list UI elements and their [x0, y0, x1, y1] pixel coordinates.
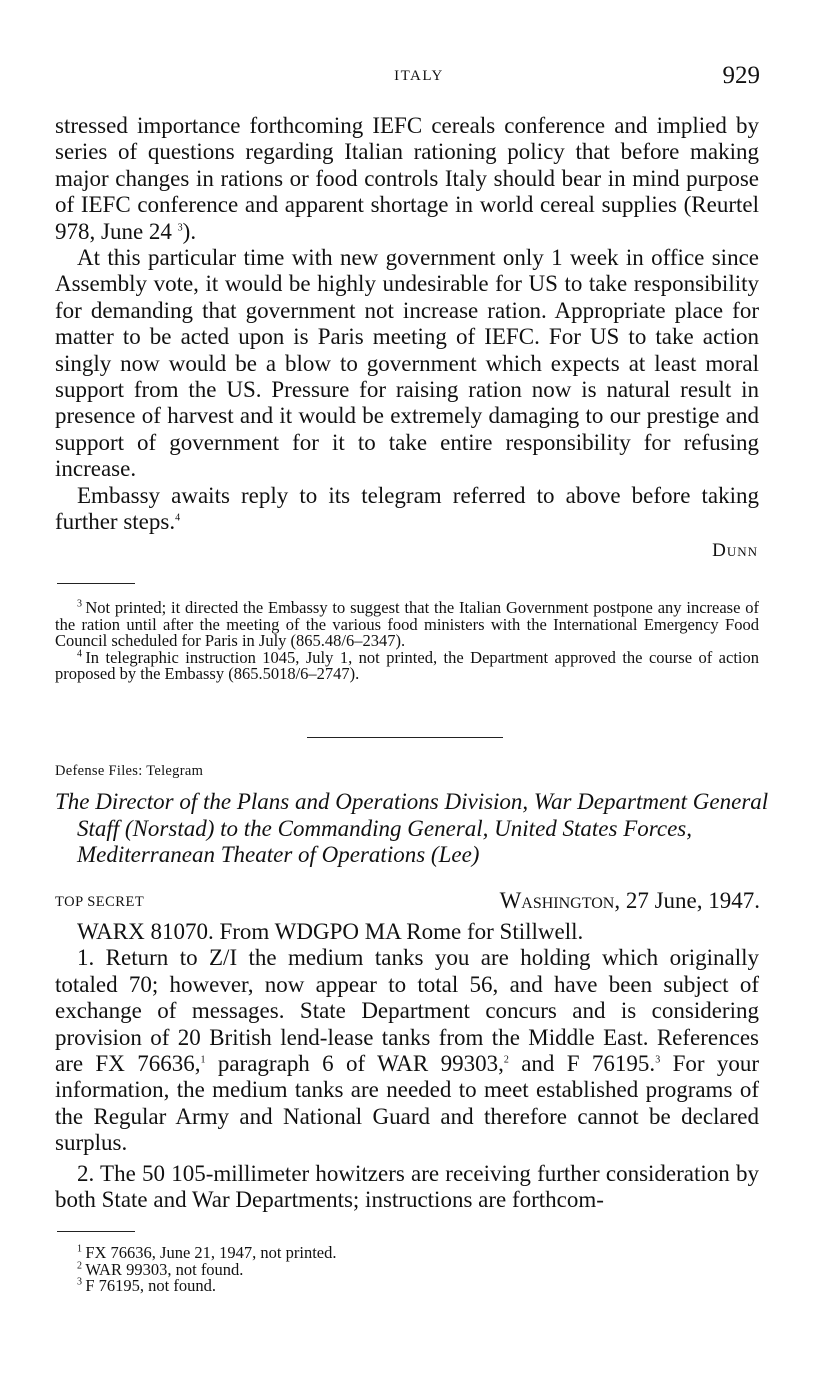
footnote-4: $^4$ In telegraphic instruction 1045, July 1, not printed, the Department approved the course of action proposed by the Embassy (865.5018/6–2747). — [55, 647, 759, 684]
dateline-date: 27 June, 1947. — [625, 888, 760, 913]
dateline-place: Washington, — [499, 888, 621, 913]
source-line: Defense Files: Telegram — [55, 763, 204, 779]
signature: Dunn — [712, 540, 758, 561]
footnotes-bottom — [55, 1245, 759, 1295]
classification: TOP SECRET — [55, 894, 145, 910]
telegram-paragraph-2: 2. The 50 105-millimeter howitzers are receiving further consideration by both State and War Departments; instructions are forthcom- — [55, 1160, 759, 1213]
section-separator — [307, 737, 503, 738]
footnote-1: $^1$ FX 76636, June 21, 1947, not printed. — [77, 1243, 337, 1262]
footnotes-top — [55, 600, 759, 683]
dateline — [500, 888, 760, 914]
footnote-3: $^3$ Not printed; it directed the Embassy to suggest that the Italian Government postpone any increase of the ration until after the meeting of the various food ministers with the International Emergency Food Council scheduled for Paris in July (865.48/6–2347). — [55, 598, 759, 651]
document-heading: The Director of the Plans and Operations Division, War Department General Staff (Norstad) to the Commanding General, United States Forces, Mediterranean Theater of Operations (Lee) — [55, 789, 769, 868]
telegram-paragraph-1: 1. Return to Z/I the medium tanks you are holding which originally totaled 70; however, now appear to total 56, and have been subject of exchange of messages. State Department concurs and is considering provision of 20 British lend-lease tanks from the Middle East. References are FX 76636,$^1$ paragraph 6 of WAR 99303,$^2$ and F 76195.$^3$ For your information, the medium tanks are needed to meet established programs of the Regular Army and National Guard and therefore cannot be declared surplus. — [55, 945, 760, 1156]
footnote-rule-top — [57, 583, 135, 584]
paragraph-1: stressed importance forthcoming IEFC cereals conference and implied by series of questions regarding Italian rationing policy that before making major changes in rations or food controls Italy should bear in mind purpose of IEFC conference and apparent shortage in world cereal supplies (Reurtel 978, June 24 $^3$). — [55, 113, 759, 244]
footnote-2: $^2$ WAR 99303, not found. — [77, 1259, 244, 1279]
paragraph-2: At this particular time with new government only 1 week in office since Assembly vote, it would be highly undesirable for US to take responsibility for demanding that government not increase ration. Appropriate place for matter to be acted upon is Paris meeting of IEFC. For US to take action singly now would be a blow to government which expects at least moral support from the US. Pressure for raising ration now is natural result in presence of harvest and it would be extremely damaging to our prestige and support of government for it to take entire responsibility for refusing increase. — [55, 245, 759, 482]
footnote-rule-bottom — [57, 1231, 135, 1232]
running-title: ITALY — [394, 68, 444, 84]
telegram-opening: WARX 81070. From WDGPO MA Rome for Stillwell. — [77, 919, 584, 944]
body-text-top — [55, 113, 759, 536]
footnote-3-bottom: $^3$ F 76195, not found. — [77, 1276, 216, 1296]
page-number: 929 — [722, 62, 760, 89]
telegram-text — [55, 919, 759, 1213]
paragraph-3: Embassy awaits reply to its telegram referred to above before taking further steps.$^4$ — [55, 482, 759, 535]
running-header — [0, 62, 838, 94]
